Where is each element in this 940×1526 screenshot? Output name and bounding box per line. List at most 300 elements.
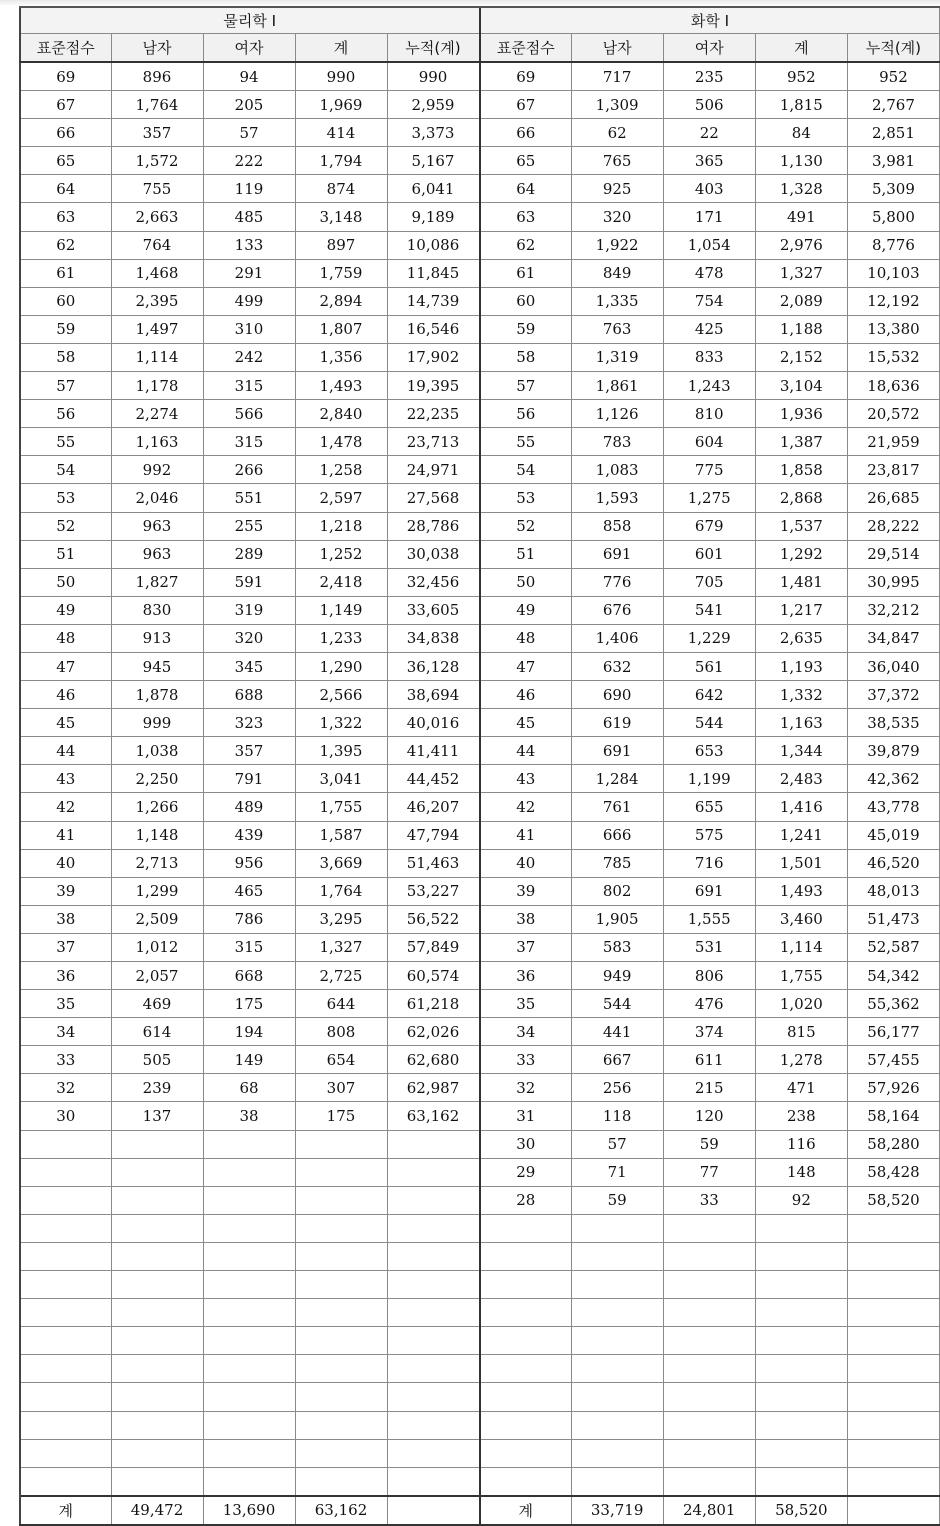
chemistry-total-male[interactable]: 33,719: [571, 1496, 663, 1525]
cell-female[interactable]: [203, 1411, 295, 1439]
physics-total-male[interactable]: 49,472: [111, 1496, 203, 1525]
cell-male[interactable]: 1,284: [571, 765, 663, 793]
cell-cumulative[interactable]: 53,227: [387, 877, 479, 905]
cell-score[interactable]: 37: [480, 933, 571, 961]
cell-score[interactable]: 31: [480, 1102, 571, 1130]
cell-male[interactable]: 2,046: [111, 484, 203, 512]
cell-female[interactable]: 611: [663, 1046, 755, 1074]
cell-score[interactable]: 50: [20, 568, 111, 596]
cell-male[interactable]: 1,406: [571, 624, 663, 652]
cell-male[interactable]: 849: [571, 259, 663, 287]
cell-female[interactable]: 171: [663, 203, 755, 231]
cell-total[interactable]: 1,356: [295, 343, 387, 371]
cell-score[interactable]: 63: [20, 203, 111, 231]
cell-female[interactable]: 655: [663, 793, 755, 821]
cell-male[interactable]: [571, 1411, 663, 1439]
cell-female[interactable]: 476: [663, 990, 755, 1018]
cell-male[interactable]: 755: [111, 175, 203, 203]
cell-male[interactable]: 896: [111, 62, 203, 91]
cell-cumulative[interactable]: 23,713: [387, 428, 479, 456]
cell-total[interactable]: [295, 1299, 387, 1327]
cell-total[interactable]: 1,130: [755, 147, 847, 175]
cell-total[interactable]: 1,332: [755, 681, 847, 709]
cell-score[interactable]: [20, 1158, 111, 1186]
cell-score[interactable]: 61: [480, 259, 571, 287]
cell-total[interactable]: 1,114: [755, 933, 847, 961]
cell-male[interactable]: 667: [571, 1046, 663, 1074]
cell-total[interactable]: 1,764: [295, 877, 387, 905]
cell-male[interactable]: 765: [571, 147, 663, 175]
cell-score[interactable]: 60: [480, 287, 571, 315]
cell-male[interactable]: 357: [111, 119, 203, 147]
cell-cumulative[interactable]: [847, 1355, 939, 1383]
cell-female[interactable]: 38: [203, 1102, 295, 1130]
cell-male[interactable]: 2,395: [111, 287, 203, 315]
cell-male[interactable]: 1,178: [111, 372, 203, 400]
cell-cumulative[interactable]: 58,428: [847, 1158, 939, 1186]
cell-score[interactable]: 61: [20, 259, 111, 287]
cell-cumulative[interactable]: 63,162: [387, 1102, 479, 1130]
cell-total[interactable]: [295, 1467, 387, 1496]
cell-total[interactable]: 1,537: [755, 512, 847, 540]
cell-male[interactable]: 1,827: [111, 568, 203, 596]
cell-male[interactable]: 2,509: [111, 905, 203, 933]
cell-male[interactable]: 691: [571, 540, 663, 568]
cell-male[interactable]: 1,126: [571, 400, 663, 428]
cell-cumulative[interactable]: [847, 1214, 939, 1242]
cell-cumulative[interactable]: 40,016: [387, 709, 479, 737]
cell-total[interactable]: 1,241: [755, 821, 847, 849]
cell-score[interactable]: 41: [20, 821, 111, 849]
physics-total-female[interactable]: 13,690: [203, 1496, 295, 1525]
cell-male[interactable]: 945: [111, 652, 203, 680]
cell-cumulative[interactable]: [387, 1439, 479, 1467]
cell-male[interactable]: 1,114: [111, 343, 203, 371]
cell-female[interactable]: 77: [663, 1158, 755, 1186]
cell-score[interactable]: 58: [20, 343, 111, 371]
cell-cumulative[interactable]: 34,847: [847, 624, 939, 652]
cell-male[interactable]: [571, 1383, 663, 1411]
cell-male[interactable]: [111, 1299, 203, 1327]
cell-female[interactable]: [203, 1130, 295, 1158]
cell-total[interactable]: 1,493: [295, 372, 387, 400]
cell-male[interactable]: [111, 1439, 203, 1467]
cell-female[interactable]: 786: [203, 905, 295, 933]
cell-male[interactable]: 1,878: [111, 681, 203, 709]
cell-cumulative[interactable]: 13,380: [847, 315, 939, 343]
cell-score[interactable]: 54: [480, 456, 571, 484]
cell-score[interactable]: 30: [20, 1102, 111, 1130]
cell-total[interactable]: [755, 1383, 847, 1411]
cell-female[interactable]: 561: [663, 652, 755, 680]
cell-female[interactable]: 194: [203, 1018, 295, 1046]
cell-score[interactable]: 48: [20, 624, 111, 652]
cell-cumulative[interactable]: 10,103: [847, 259, 939, 287]
cell-female[interactable]: 754: [663, 287, 755, 315]
cell-total[interactable]: 2,597: [295, 484, 387, 512]
cell-cumulative[interactable]: 29,514: [847, 540, 939, 568]
cell-cumulative[interactable]: 2,959: [387, 91, 479, 119]
chemistry-header-male[interactable]: 남자: [571, 34, 663, 63]
chemistry-subject-title[interactable]: 화학 I: [480, 7, 940, 34]
cell-cumulative[interactable]: 5,167: [387, 147, 479, 175]
physics-subject-title[interactable]: 물리학 I: [20, 7, 479, 34]
cell-cumulative[interactable]: 20,572: [847, 400, 939, 428]
cell-total[interactable]: 2,868: [755, 484, 847, 512]
physics-header-total[interactable]: 계: [295, 34, 387, 63]
cell-female[interactable]: [663, 1383, 755, 1411]
cell-score[interactable]: 39: [20, 877, 111, 905]
cell-cumulative[interactable]: 34,838: [387, 624, 479, 652]
cell-female[interactable]: 485: [203, 203, 295, 231]
cell-cumulative[interactable]: 28,222: [847, 512, 939, 540]
cell-total[interactable]: 1,794: [295, 147, 387, 175]
cell-cumulative[interactable]: 51,473: [847, 905, 939, 933]
cell-male[interactable]: 858: [571, 512, 663, 540]
cell-cumulative[interactable]: 47,794: [387, 821, 479, 849]
cell-female[interactable]: 716: [663, 849, 755, 877]
cell-total[interactable]: 1,759: [295, 259, 387, 287]
cell-total[interactable]: [755, 1271, 847, 1299]
cell-female[interactable]: 806: [663, 962, 755, 990]
cell-score[interactable]: 52: [20, 512, 111, 540]
cell-total[interactable]: [295, 1214, 387, 1242]
cell-total[interactable]: 3,295: [295, 905, 387, 933]
cell-cumulative[interactable]: [387, 1411, 479, 1439]
cell-cumulative[interactable]: 12,192: [847, 287, 939, 315]
cell-score[interactable]: 67: [20, 91, 111, 119]
cell-cumulative[interactable]: 55,362: [847, 990, 939, 1018]
cell-total[interactable]: [755, 1299, 847, 1327]
cell-score[interactable]: 55: [480, 428, 571, 456]
cell-score[interactable]: 45: [480, 709, 571, 737]
cell-score[interactable]: 59: [480, 315, 571, 343]
cell-total[interactable]: 1,755: [755, 962, 847, 990]
cell-male[interactable]: 1,764: [111, 91, 203, 119]
cell-score[interactable]: 41: [480, 821, 571, 849]
cell-female[interactable]: [663, 1439, 755, 1467]
cell-score[interactable]: 39: [480, 877, 571, 905]
cell-male[interactable]: 59: [571, 1186, 663, 1214]
cell-female[interactable]: 791: [203, 765, 295, 793]
cell-male[interactable]: 1,309: [571, 91, 663, 119]
cell-female[interactable]: 175: [203, 990, 295, 1018]
cell-male[interactable]: 963: [111, 512, 203, 540]
cell-male[interactable]: 469: [111, 990, 203, 1018]
cell-total[interactable]: 2,483: [755, 765, 847, 793]
cell-male[interactable]: [111, 1158, 203, 1186]
cell-male[interactable]: 764: [111, 231, 203, 259]
cell-score[interactable]: 44: [20, 737, 111, 765]
cell-cumulative[interactable]: 36,040: [847, 652, 939, 680]
cell-total[interactable]: 1,416: [755, 793, 847, 821]
cell-total[interactable]: 307: [295, 1074, 387, 1102]
cell-cumulative[interactable]: 30,038: [387, 540, 479, 568]
cell-total[interactable]: [755, 1242, 847, 1270]
cell-female[interactable]: [203, 1242, 295, 1270]
cell-total[interactable]: 3,041: [295, 765, 387, 793]
cell-cumulative[interactable]: 57,455: [847, 1046, 939, 1074]
cell-cumulative[interactable]: 32,456: [387, 568, 479, 596]
cell-score[interactable]: [480, 1299, 571, 1327]
cell-total[interactable]: 238: [755, 1102, 847, 1130]
cell-female[interactable]: 499: [203, 287, 295, 315]
cell-score[interactable]: [20, 1242, 111, 1270]
cell-cumulative[interactable]: 2,851: [847, 119, 939, 147]
cell-male[interactable]: 614: [111, 1018, 203, 1046]
cell-score[interactable]: 69: [480, 62, 571, 91]
cell-cumulative[interactable]: 10,086: [387, 231, 479, 259]
cell-total[interactable]: 1,387: [755, 428, 847, 456]
cell-score[interactable]: 49: [480, 596, 571, 624]
cell-female[interactable]: 365: [663, 147, 755, 175]
cell-male[interactable]: 1,012: [111, 933, 203, 961]
cell-score[interactable]: 50: [480, 568, 571, 596]
cell-female[interactable]: 425: [663, 315, 755, 343]
cell-female[interactable]: 215: [663, 1074, 755, 1102]
cell-score[interactable]: 47: [20, 652, 111, 680]
cell-score[interactable]: [20, 1327, 111, 1355]
cell-total[interactable]: 815: [755, 1018, 847, 1046]
cell-cumulative[interactable]: 14,739: [387, 287, 479, 315]
cell-male[interactable]: 1,497: [111, 315, 203, 343]
cell-total[interactable]: [755, 1439, 847, 1467]
cell-total[interactable]: 2,566: [295, 681, 387, 709]
cell-male[interactable]: [571, 1439, 663, 1467]
cell-male[interactable]: 992: [111, 456, 203, 484]
cell-female[interactable]: 575: [663, 821, 755, 849]
cell-cumulative[interactable]: 32,212: [847, 596, 939, 624]
cell-cumulative[interactable]: 42,362: [847, 765, 939, 793]
cell-total[interactable]: [755, 1355, 847, 1383]
cell-female[interactable]: 403: [663, 175, 755, 203]
cell-male[interactable]: 2,057: [111, 962, 203, 990]
cell-cumulative[interactable]: [387, 1242, 479, 1270]
cell-total[interactable]: 654: [295, 1046, 387, 1074]
cell-female[interactable]: 439: [203, 821, 295, 849]
cell-total[interactable]: 1,807: [295, 315, 387, 343]
cell-cumulative[interactable]: [387, 1299, 479, 1327]
cell-female[interactable]: [203, 1271, 295, 1299]
cell-total[interactable]: [295, 1439, 387, 1467]
cell-total[interactable]: 1,217: [755, 596, 847, 624]
cell-total[interactable]: [755, 1467, 847, 1496]
cell-cumulative[interactable]: [387, 1383, 479, 1411]
cell-total[interactable]: 1,218: [295, 512, 387, 540]
cell-score[interactable]: 56: [480, 400, 571, 428]
cell-total[interactable]: 1,233: [295, 624, 387, 652]
cell-cumulative[interactable]: 17,902: [387, 343, 479, 371]
cell-female[interactable]: 1,243: [663, 372, 755, 400]
cell-score[interactable]: [480, 1411, 571, 1439]
cell-female[interactable]: 506: [663, 91, 755, 119]
cell-female[interactable]: [203, 1214, 295, 1242]
cell-cumulative[interactable]: [387, 1214, 479, 1242]
cell-cumulative[interactable]: 11,845: [387, 259, 479, 287]
cell-total[interactable]: 2,976: [755, 231, 847, 259]
cell-score[interactable]: 37: [20, 933, 111, 961]
cell-total[interactable]: 1,290: [295, 652, 387, 680]
cell-female[interactable]: 133: [203, 231, 295, 259]
cell-male[interactable]: 1,572: [111, 147, 203, 175]
cell-cumulative[interactable]: [387, 1158, 479, 1186]
cell-score[interactable]: [20, 1214, 111, 1242]
cell-cumulative[interactable]: 43,778: [847, 793, 939, 821]
cell-cumulative[interactable]: 18,636: [847, 372, 939, 400]
cell-female[interactable]: 266: [203, 456, 295, 484]
cell-score[interactable]: [20, 1271, 111, 1299]
cell-cumulative[interactable]: 24,971: [387, 456, 479, 484]
cell-female[interactable]: 315: [203, 428, 295, 456]
physics-total-sum[interactable]: 63,162: [295, 1496, 387, 1525]
cell-female[interactable]: 255: [203, 512, 295, 540]
cell-female[interactable]: [203, 1467, 295, 1496]
cell-score[interactable]: 64: [480, 175, 571, 203]
cell-cumulative[interactable]: 58,520: [847, 1186, 939, 1214]
chemistry-header-total[interactable]: 계: [755, 34, 847, 63]
cell-female[interactable]: 679: [663, 512, 755, 540]
cell-female[interactable]: 478: [663, 259, 755, 287]
cell-total[interactable]: 1,163: [755, 709, 847, 737]
cell-cumulative[interactable]: [847, 1467, 939, 1496]
cell-female[interactable]: 1,229: [663, 624, 755, 652]
chemistry-header-score[interactable]: 표준점수: [480, 34, 571, 63]
cell-total[interactable]: 1,292: [755, 540, 847, 568]
chemistry-total-female[interactable]: 24,801: [663, 1496, 755, 1525]
cell-male[interactable]: 544: [571, 990, 663, 1018]
cell-female[interactable]: [663, 1271, 755, 1299]
cell-male[interactable]: 717: [571, 62, 663, 91]
cell-cumulative[interactable]: 952: [847, 62, 939, 91]
cell-cumulative[interactable]: 62,987: [387, 1074, 479, 1102]
cell-female[interactable]: 319: [203, 596, 295, 624]
cell-total[interactable]: [755, 1327, 847, 1355]
cell-male[interactable]: 802: [571, 877, 663, 905]
cell-female[interactable]: 544: [663, 709, 755, 737]
cell-cumulative[interactable]: 45,019: [847, 821, 939, 849]
cell-score[interactable]: 49: [20, 596, 111, 624]
cell-total[interactable]: 1,344: [755, 737, 847, 765]
physics-header-cumulative[interactable]: 누적(계): [387, 34, 479, 63]
cell-score[interactable]: 30: [480, 1130, 571, 1158]
cell-score[interactable]: 44: [480, 737, 571, 765]
cell-score[interactable]: 43: [20, 765, 111, 793]
physics-total-cumulative[interactable]: [387, 1496, 479, 1525]
cell-score[interactable]: 38: [20, 905, 111, 933]
cell-total[interactable]: [295, 1130, 387, 1158]
cell-female[interactable]: 242: [203, 343, 295, 371]
cell-female[interactable]: [663, 1355, 755, 1383]
cell-female[interactable]: 551: [203, 484, 295, 512]
physics-header-score[interactable]: 표준점수: [20, 34, 111, 63]
cell-female[interactable]: 541: [663, 596, 755, 624]
cell-female[interactable]: 289: [203, 540, 295, 568]
cell-male[interactable]: 963: [111, 540, 203, 568]
cell-total[interactable]: [295, 1158, 387, 1186]
cell-female[interactable]: [663, 1327, 755, 1355]
cell-total[interactable]: 1,020: [755, 990, 847, 1018]
cell-male[interactable]: 1,083: [571, 456, 663, 484]
cell-female[interactable]: 22: [663, 119, 755, 147]
cell-cumulative[interactable]: 46,520: [847, 849, 939, 877]
cell-total[interactable]: 116: [755, 1130, 847, 1158]
cell-cumulative[interactable]: 16,546: [387, 315, 479, 343]
cell-score[interactable]: [20, 1467, 111, 1496]
cell-male[interactable]: 256: [571, 1074, 663, 1102]
cell-cumulative[interactable]: 15,532: [847, 343, 939, 371]
cell-female[interactable]: 465: [203, 877, 295, 905]
cell-male[interactable]: [111, 1411, 203, 1439]
chemistry-total-cumulative[interactable]: [847, 1496, 939, 1525]
cell-male[interactable]: 949: [571, 962, 663, 990]
cell-male[interactable]: [111, 1242, 203, 1270]
cell-male[interactable]: 761: [571, 793, 663, 821]
cell-male[interactable]: [571, 1327, 663, 1355]
cell-score[interactable]: 29: [480, 1158, 571, 1186]
cell-cumulative[interactable]: 3,981: [847, 147, 939, 175]
cell-male[interactable]: 1,335: [571, 287, 663, 315]
cell-male[interactable]: 1,593: [571, 484, 663, 512]
cell-male[interactable]: 1,861: [571, 372, 663, 400]
cell-cumulative[interactable]: 56,522: [387, 905, 479, 933]
cell-total[interactable]: 2,635: [755, 624, 847, 652]
cell-total[interactable]: 2,725: [295, 962, 387, 990]
cell-score[interactable]: 34: [480, 1018, 571, 1046]
cell-female[interactable]: [663, 1411, 755, 1439]
cell-total[interactable]: 1,327: [755, 259, 847, 287]
cell-female[interactable]: 810: [663, 400, 755, 428]
cell-score[interactable]: 62: [480, 231, 571, 259]
cell-male[interactable]: [111, 1214, 203, 1242]
cell-score[interactable]: [480, 1214, 571, 1242]
cell-cumulative[interactable]: 28,786: [387, 512, 479, 540]
cell-cumulative[interactable]: 23,817: [847, 456, 939, 484]
cell-female[interactable]: [203, 1383, 295, 1411]
cell-female[interactable]: 310: [203, 315, 295, 343]
cell-cumulative[interactable]: 5,800: [847, 203, 939, 231]
chemistry-header-female[interactable]: 여자: [663, 34, 755, 63]
cell-male[interactable]: 1,905: [571, 905, 663, 933]
cell-total[interactable]: 1,858: [755, 456, 847, 484]
cell-male[interactable]: 62: [571, 119, 663, 147]
cell-male[interactable]: [111, 1383, 203, 1411]
chemistry-header-cumulative[interactable]: 누적(계): [847, 34, 939, 63]
cell-male[interactable]: [571, 1355, 663, 1383]
cell-male[interactable]: [111, 1327, 203, 1355]
cell-cumulative[interactable]: 27,568: [387, 484, 479, 512]
cell-total[interactable]: 1,493: [755, 877, 847, 905]
cell-total[interactable]: 175: [295, 1102, 387, 1130]
cell-total[interactable]: 3,460: [755, 905, 847, 933]
cell-female[interactable]: [203, 1439, 295, 1467]
cell-cumulative[interactable]: 58,280: [847, 1130, 939, 1158]
cell-total[interactable]: 414: [295, 119, 387, 147]
cell-cumulative[interactable]: 62,026: [387, 1018, 479, 1046]
cell-score[interactable]: 62: [20, 231, 111, 259]
physics-header-male[interactable]: 남자: [111, 34, 203, 63]
cell-total[interactable]: 1,501: [755, 849, 847, 877]
cell-total[interactable]: 1,193: [755, 652, 847, 680]
cell-score[interactable]: 40: [480, 849, 571, 877]
cell-total[interactable]: 84: [755, 119, 847, 147]
cell-female[interactable]: 94: [203, 62, 295, 91]
cell-male[interactable]: 320: [571, 203, 663, 231]
cell-male[interactable]: 1,319: [571, 343, 663, 371]
cell-cumulative[interactable]: 5,309: [847, 175, 939, 203]
cell-cumulative[interactable]: 56,177: [847, 1018, 939, 1046]
cell-male[interactable]: [111, 1271, 203, 1299]
cell-score[interactable]: 51: [480, 540, 571, 568]
